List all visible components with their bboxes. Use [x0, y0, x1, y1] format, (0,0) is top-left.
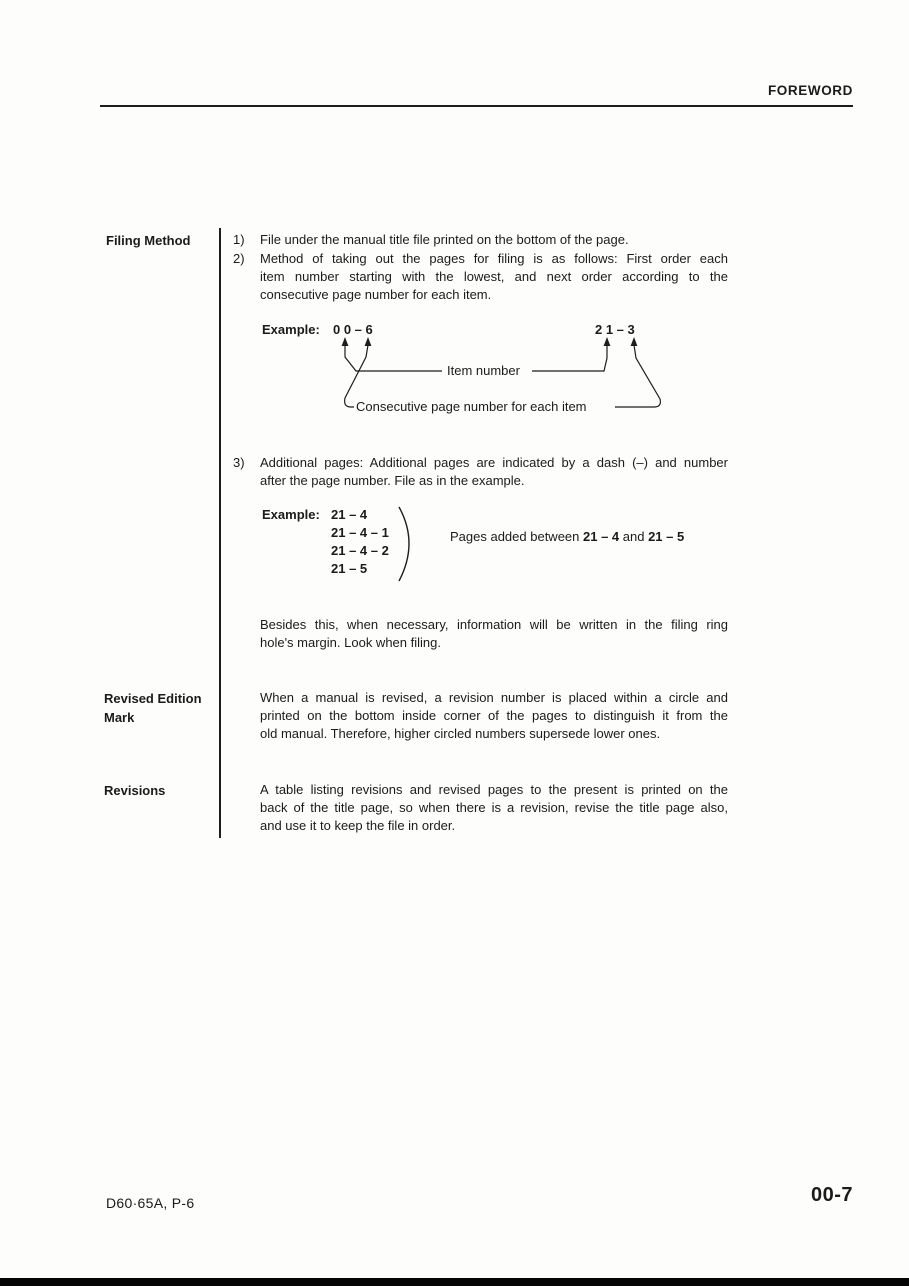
revisions-paragraph	[260, 781, 728, 835]
paragraph-line: and use it to keep the file in order.	[260, 818, 456, 833]
example1-label: Example:	[262, 322, 320, 337]
column-divider	[219, 228, 221, 838]
consecutive-line-left	[345, 345, 368, 407]
label-revised-edition-line1: Revised Edition	[104, 691, 202, 706]
paragraph-line: When a manual is revised, a revision number is placed within a circle and	[260, 690, 728, 705]
footer-page-number: 00-7	[810, 1184, 853, 1206]
note-text: and	[619, 529, 649, 544]
revised-edition-paragraph	[260, 689, 728, 743]
paragraph-line: File under the manual title file printed on the bottom of the page.	[260, 232, 629, 247]
arrowheads	[342, 337, 638, 346]
page-header-title: FOREWORD	[767, 83, 853, 98]
note-value: 21 – 4	[583, 529, 620, 544]
item-number-line-right	[532, 345, 607, 371]
example1-right-value: 2 1 – 3	[595, 322, 635, 337]
up-arrowhead-icon	[365, 337, 372, 346]
paragraph-line: Besides this, when necessary, information will be written in the filing ring	[260, 617, 728, 632]
paragraph-line: after the page number. File as in the example.	[260, 473, 525, 488]
besides-paragraph	[260, 616, 728, 652]
paragraph-line: hole's margin. Look when filing.	[260, 635, 441, 650]
scan-bottom-edge	[0, 1278, 909, 1286]
paragraph-line: consecutive page number for each item.	[260, 287, 492, 302]
consecutive-page-label: Consecutive page number for each item	[356, 399, 587, 414]
paragraph-line: item number starting with the lowest, and next order according to the	[260, 269, 728, 284]
label-revisions: Revisions	[104, 783, 166, 798]
paragraph-line: old manual. Therefore, higher circled numbers supersede lower ones.	[260, 726, 661, 741]
list-item-3-text	[260, 454, 728, 490]
example2-row: 21 – 4 – 2	[331, 543, 389, 558]
paragraph-line: back of the title page, so when there is a revision, revise the title page also,	[260, 800, 728, 815]
consecutive-line-right	[615, 345, 660, 407]
brace-icon	[395, 504, 421, 584]
list-item-3-number: 3)	[233, 455, 245, 470]
paragraph-line: printed on the bottom inside corner of the pages to distinguish it from the	[260, 708, 728, 723]
example2-row: 21 – 4	[331, 507, 368, 522]
page-numbering-diagram	[233, 312, 703, 424]
paragraph-line: A table listing revisions and revised pages to the present is printed on the	[260, 782, 728, 797]
paragraph-line: Additional pages: Additional pages are indicated by a dash (–) and number	[260, 455, 728, 470]
header-rule	[100, 105, 853, 107]
up-arrowhead-icon	[604, 337, 611, 346]
label-revised-edition-line2: Mark	[104, 710, 135, 725]
example2-note	[450, 528, 684, 546]
example1-left-value: 0 0 – 6	[333, 322, 373, 337]
example2-row: 21 – 5	[331, 561, 368, 576]
up-arrowhead-icon	[342, 337, 349, 346]
footer-doc-id: D60·65A, P-6	[106, 1195, 195, 1211]
label-filing-method: Filing Method	[106, 233, 191, 248]
list-item-1-number: 1)	[233, 232, 245, 247]
item-number-line-left	[345, 345, 442, 371]
item-number-label: Item number	[447, 363, 520, 378]
example2-row: 21 – 4 – 1	[331, 525, 389, 540]
list-item-2-number: 2)	[233, 251, 245, 266]
note-value: 21 – 5	[648, 529, 685, 544]
list-item-2-text	[260, 250, 728, 304]
paragraph-line: Method of taking out the pages for filing is as follows: First order each	[260, 251, 728, 266]
note-text: Pages added between	[450, 529, 583, 544]
list-item-1-text	[260, 231, 728, 249]
example2-label: Example:	[262, 507, 320, 522]
additional-pages-example	[233, 503, 713, 587]
up-arrowhead-icon	[631, 337, 638, 346]
